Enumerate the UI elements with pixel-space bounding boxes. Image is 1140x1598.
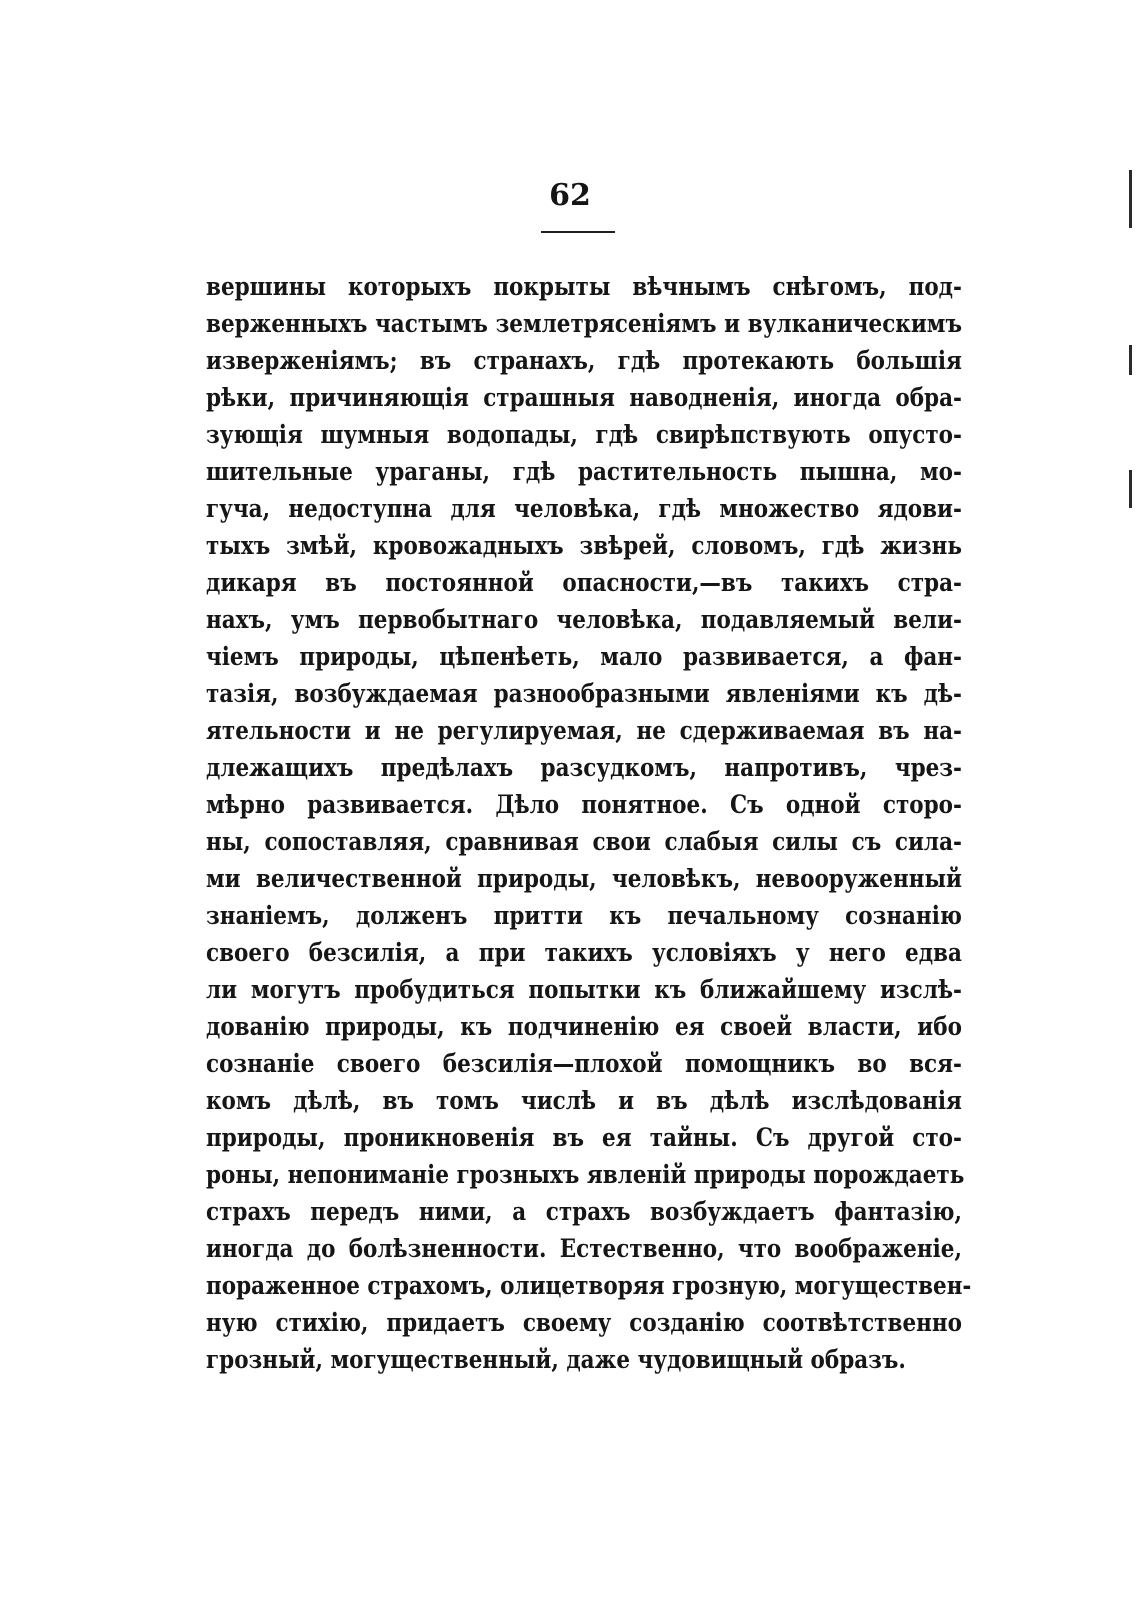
text-line: сознаніе своего безсилія—плохой помощникъ во вся- — [206, 1049, 962, 1078]
text-line: своего безсилія, а при такихъ условіяхъ у него едва — [206, 938, 962, 967]
text-line: комъ дѣлѣ, въ томъ числѣ и въ дѣлѣ изслѣдованія — [206, 1086, 962, 1115]
text-line: тыхъ змѣй, кровожадныхъ звѣрей, словомъ, гдѣ жизнь — [206, 531, 962, 560]
text-line: тазія, возбуждаемая разнообразными явленіями къ дѣ- — [206, 679, 962, 708]
text-line: природы, проникновенія въ ея тайны. Съ другой сто- — [206, 1123, 962, 1152]
text-line: знаніемъ, долженъ притти къ печальному сознанію — [206, 901, 962, 930]
text-line: мѣрно развивается. Дѣло понятное. Съ одной сторо- — [206, 790, 962, 819]
text-line: ны, сопоставляя, сравнивая свои слабыя силы съ сила- — [206, 827, 962, 856]
text-line: ятельности и не регулируемая, не сдерживаемая въ на- — [206, 716, 962, 745]
text-line: иногда до болѣзненности. Естественно, что воображеніе, — [206, 1234, 962, 1263]
text-line: грозный, могущественный, даже чудовищный образъ. — [206, 1345, 906, 1374]
text-line: пораженное страхомъ, олицетворяя грозную, могуществен- — [206, 1271, 972, 1300]
body-text — [206, 268, 972, 1378]
text-line: роны, непониманіе грозныхъ явленій природы порождаеть — [206, 1160, 965, 1189]
scan-edge-mark — [1129, 470, 1132, 508]
text-line: рѣки, причиняющія страшныя наводненія, иногда обра- — [206, 383, 962, 412]
text-line: нахъ, умъ первобытнаго человѣка, подавляемый вели- — [206, 605, 962, 634]
scan-edge-mark — [1129, 170, 1132, 228]
text-line: ли могутъ пробудиться попытки къ ближайшему изслѣ- — [206, 975, 962, 1004]
text-line: чіемъ природы, цѣпенѣеть, мало развивается, а фан- — [206, 642, 962, 671]
text-line: зующія шумныя водопады, гдѣ свирѣпствують опусто- — [206, 420, 962, 449]
text-line: ми величественной природы, человѣкъ, невооруженный — [206, 864, 962, 893]
scan-edge-mark — [1129, 345, 1132, 375]
text-line: дикаря въ постоянной опасности,—въ такихъ стра- — [206, 568, 962, 597]
text-line: верженныхъ частымъ землетрясеніямъ и вулканическимъ — [206, 309, 962, 338]
text-line: ную стихію, придаетъ своему созданію соотвѣтственно — [206, 1308, 962, 1337]
text-line: страхъ передъ ними, а страхъ возбуждаетъ фантазію, — [206, 1197, 962, 1226]
text-line: гуча, недоступна для человѣка, гдѣ множество ядови- — [206, 494, 962, 523]
header-rule — [541, 231, 615, 233]
text-line: шительные ураганы, гдѣ растительность пышна, мо- — [206, 457, 962, 486]
text-line: дованію природы, къ подчиненію ея своей власти, ибо — [206, 1012, 962, 1041]
text-line: вершины которыхъ покрыты вѣчнымъ снѣгомъ, под- — [206, 272, 962, 301]
page-number: 62 — [549, 178, 591, 213]
text-line: длежащихъ предѣлахъ разсудкомъ, напротивъ, чрез- — [206, 753, 962, 782]
text-line: изверженіямъ; въ странахъ, гдѣ протекають большія — [206, 346, 962, 375]
